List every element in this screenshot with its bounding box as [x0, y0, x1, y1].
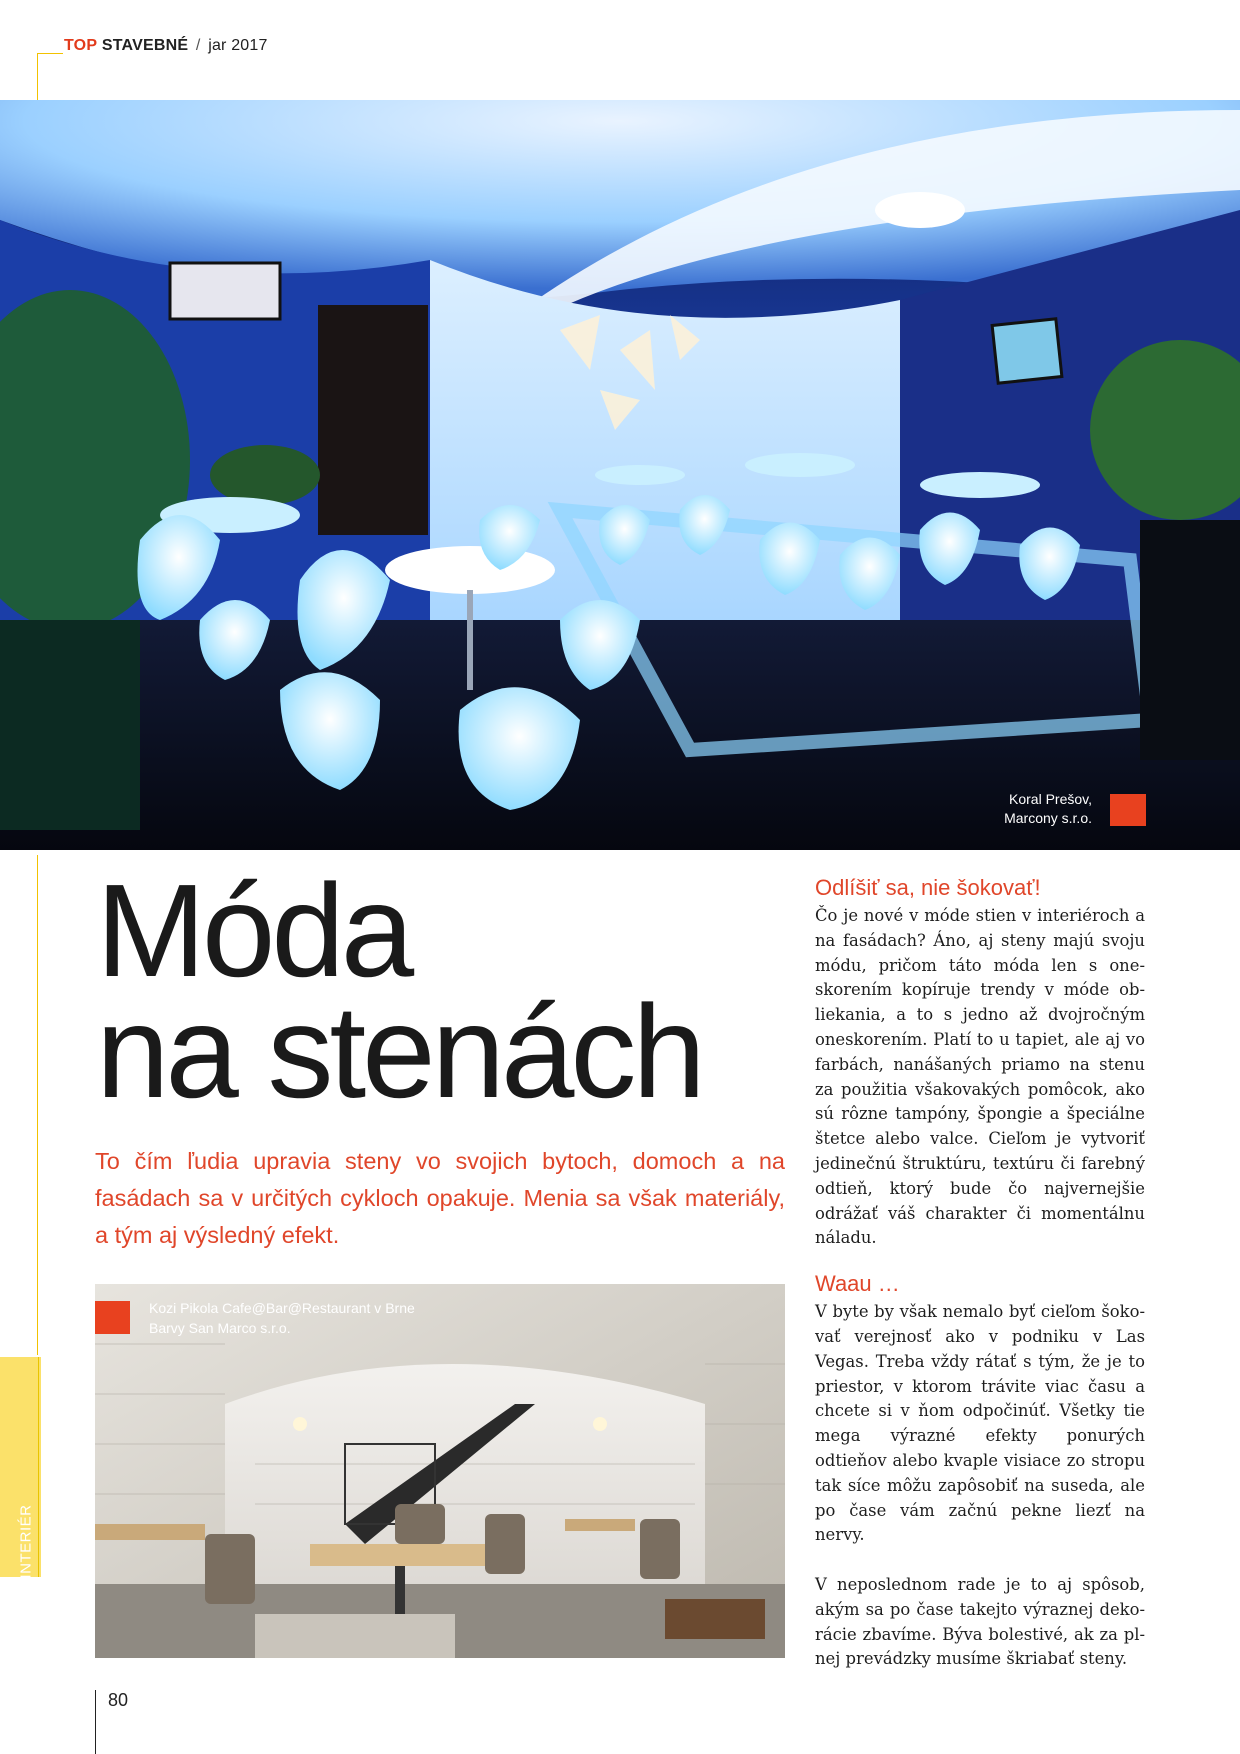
section-tab-rule: [38, 1357, 39, 1577]
hero-caption-line2: Marcony s.r.o.: [1004, 810, 1092, 826]
secondary-caption-line2: Barvy San Marco s.r.o.: [149, 1320, 291, 1336]
secondary-photo: [95, 1284, 785, 1658]
paragraph-2: V byte by však nemalo byť cieľom šokovať verejnosť ako v podniku v Las Vegas. Treba vždy rátať s tým, že je to priestor, v ktorom trávite viac času a chcete si v ňom odpočinúť. Všetky tie mega výrazné efekty ponurých odtieňov alebo kvaple visiace zo stropu tak síce môžu zapôsobiť na suseda, ale po čase vám začnú pekne liezť na nervy.: [815, 1302, 1145, 1545]
page-number: 80: [108, 1690, 129, 1710]
magazine-header: [64, 37, 268, 55]
secondary-caption-line1: Kozi Pikola Cafe@Bar@Restaurant v Brne: [149, 1300, 415, 1316]
secondary-photo-caption: [149, 1298, 415, 1338]
footer-rule: [95, 1690, 96, 1754]
hero-photo: [0, 100, 1240, 850]
article-title-line2: na stenách: [96, 978, 702, 1125]
paragraph-3: V neposlednom rade je to aj spôsob, akým sa po čase takejto výraznej dekorácie zbavíme. Býva bolestivé, ak za plnej prevádzky musíme škriabať steny.: [815, 1574, 1145, 1669]
body-column: [815, 875, 1145, 1672]
hero-photo-caption: [1004, 790, 1092, 828]
hero-caption-line1: Koral Prešov,: [1009, 791, 1092, 807]
subheading-1: Odlíšiť sa, nie šokovať!: [815, 875, 1041, 900]
issue-label: jar 2017: [208, 37, 268, 54]
paragraph-1: Čo je nové v móde stien v interiéroch a na fasádach? Áno, aj steny majú svoju módu, pričom táto móda len s oneskorením kopíruje trendy v móde obliekania, a to s jedno až dvojročným oneskorením. Platí to u tapiet, ale aj vo farbách, nanášaných priamo na stenu za použitia všakovakých pomôcok, ako sú rôzne tampóny, špongie a špeciálne štetce alebo valce. Cieľom je vytvoriť jedinečnú štruktúru, textúru či farebný odtieň, ktorý bude čo najvernejšie odrážať váš charakter či momentálnu náladu.: [815, 906, 1145, 1248]
article-lead: To čím ľudia upravia steny vo svojich bytoch, domoch a na fasádach sa v určitých cykloch opakuje. Menia sa však materiály, a tým aj výsledný efekt.: [95, 1148, 785, 1248]
header-separator: /: [195, 37, 201, 54]
header-rule-vertical: [37, 53, 38, 100]
article-title-line1: Móda: [96, 857, 411, 1004]
section-tab-label: INTERIÉR: [17, 1504, 35, 1579]
header-rule-horizontal: [37, 53, 63, 54]
subheading-2: Waau …: [815, 1271, 900, 1297]
secondary-caption-marker: [95, 1301, 130, 1334]
brand-top: TOP: [64, 37, 98, 54]
brand-name: STAVEBNÉ: [101, 37, 189, 54]
article-title: [96, 857, 796, 1125]
section-rule: [37, 855, 38, 1355]
hero-caption-marker: [1110, 794, 1146, 826]
